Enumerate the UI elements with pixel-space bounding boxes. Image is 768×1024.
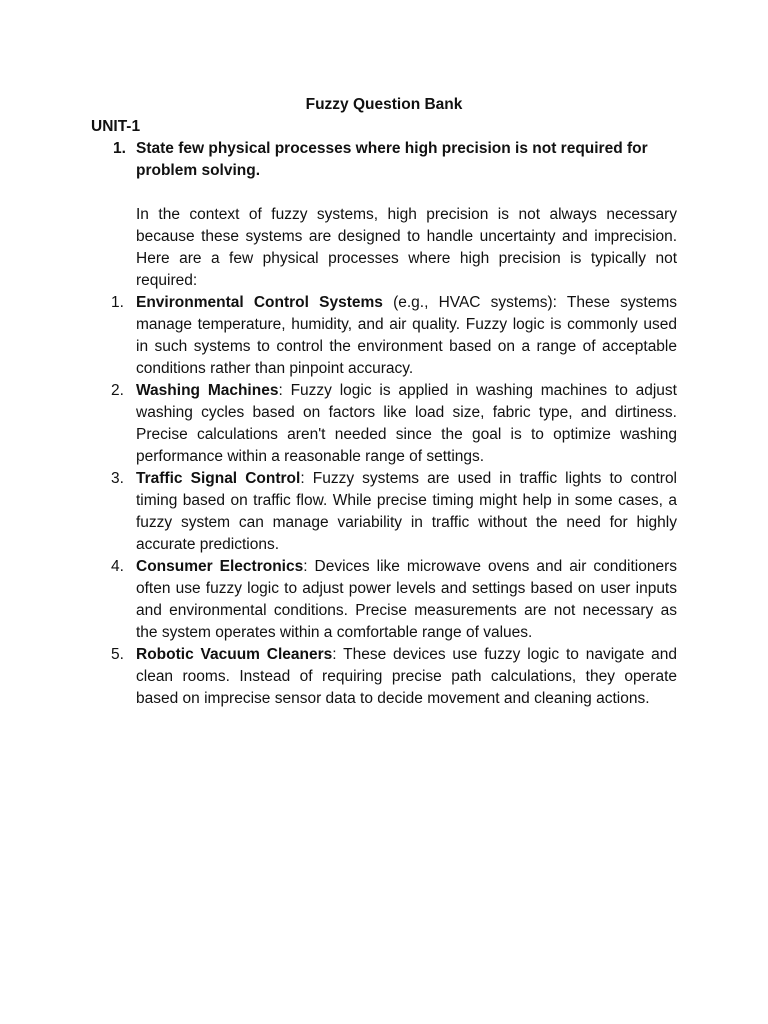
list-item	[91, 292, 677, 380]
list-item-text: (e.g., HVAC systems): These systems manage temperature, humidity, and air quality. Fuzzy logic is commonly used in such systems to control the environment based on a range of acceptable conditions rather than pinpoint accuracy.	[136, 294, 677, 377]
list-item-text: : Fuzzy logic is applied in washing machines to adjust washing cycles based on factors like load size, fabric type, and dirtiness. Precise calculations aren't needed since the goal is to optimize washing performance within a reasonable range of settings.	[136, 382, 677, 465]
list-item-term: Consumer Electronics	[136, 558, 304, 575]
list-item-term: Washing Machines	[136, 382, 279, 399]
list-item-number: 3.	[111, 470, 124, 487]
list-item-term: Robotic Vacuum Cleaners	[136, 646, 333, 663]
list-item-text: : These devices use fuzzy logic to navigate and clean rooms. Instead of requiring precise path calculations, they operate based on imprecise sensor data to decide movement and cleaning actions.	[136, 646, 678, 707]
list-item	[91, 380, 677, 468]
list-item	[91, 644, 677, 710]
list-item-number: 2.	[111, 382, 124, 399]
question-number: 1.	[113, 140, 126, 157]
answer-intro: In the context of fuzzy systems, high precision is not always necessary because these systems are designed to handle uncertainty and imprecision. Here are a few physical processes where high precision is typically not required:	[136, 206, 677, 289]
list-item-text: : Devices like microwave ovens and air conditioners often use fuzzy logic to adjust power levels and settings based on user inputs and environmental conditions. Precise measurements are not necessary as the system operates within a comfortable range of values.	[136, 558, 677, 641]
list-item	[91, 468, 677, 556]
list-item-number: 1.	[111, 294, 124, 311]
list-item-number: 4.	[111, 558, 124, 575]
list-item-term: Traffic Signal Control	[136, 470, 301, 487]
list-item-text: : Fuzzy systems are used in traffic lights to control timing based on traffic flow. While precise timing might help in some cases, a fuzzy system can manage variability in traffic without the need for highly accurate predictions.	[136, 470, 678, 553]
question-item	[91, 138, 677, 182]
unit-heading: UNIT-1	[91, 118, 141, 135]
answer-list	[91, 292, 677, 710]
list-item-term: Environmental Control Systems	[136, 294, 383, 311]
document-title: Fuzzy Question Bank	[305, 96, 463, 113]
list-item-number: 5.	[111, 646, 124, 663]
list-item	[91, 556, 677, 644]
question-text: State few physical processes where high precision is not required for problem solving.	[136, 140, 648, 179]
